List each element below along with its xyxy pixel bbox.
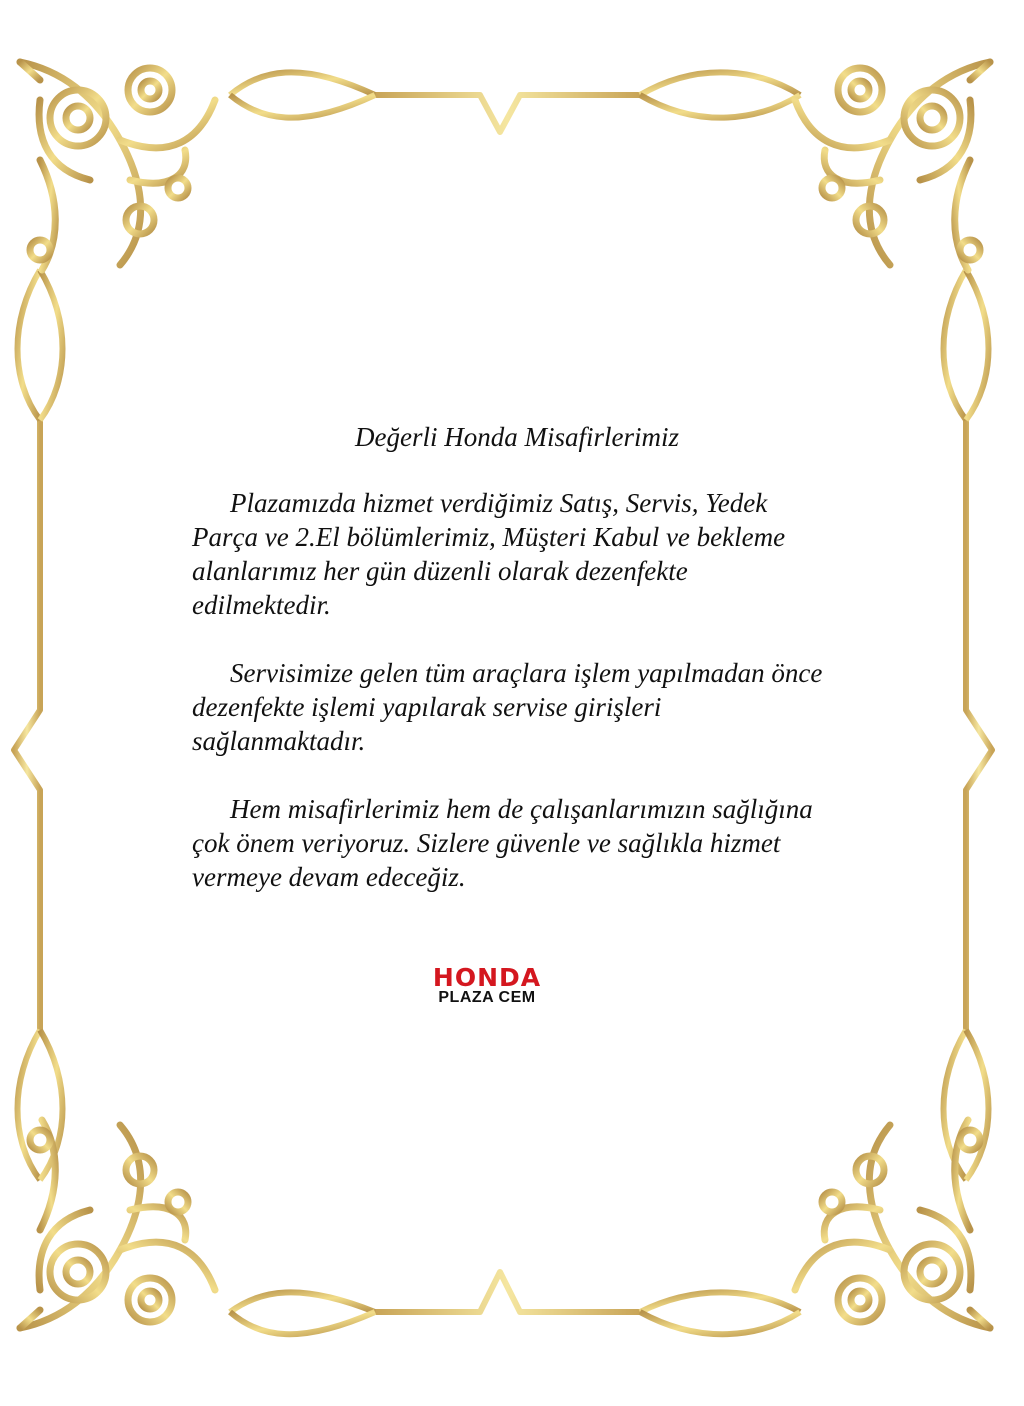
paragraph-3: Hem misafirlerimiz hem de çalışanlarımızın sağlığına çok önem veriyoruz. Sizlere güvenle ve sağlıkla hizmet vermeye devam edeceğiz. [192, 794, 813, 892]
letter-title: Değerli Honda Misafirlerimiz [355, 422, 679, 452]
paragraph-2: Servisimize gelen tüm araçlara işlem yapılmadan önce dezenfekte işlemi yapılarak servise girişleri sağlanmaktadır. [192, 658, 823, 756]
letter-body [192, 420, 832, 928]
honda-plaza-logo [414, 963, 560, 1006]
corner-ornament-bottom-right [795, 1120, 990, 1328]
corner-ornament-top-left [20, 62, 215, 270]
paragraph-1: Plazamızda hizmet verdiğimiz Satış, Servis, Yedek Parça ve 2.El bölümlerimiz, Müşteri Kabul ve bekleme alanlarımız her gün düzenli olarak dezenfekte edilmektedir. [192, 488, 786, 620]
logo-subtitle-text: PLAZA CEM [438, 989, 536, 1006]
corner-ornament-top-right [795, 62, 990, 270]
logo-brand-text: HONDA [432, 963, 542, 992]
corner-ornament-bottom-left [20, 1120, 215, 1328]
